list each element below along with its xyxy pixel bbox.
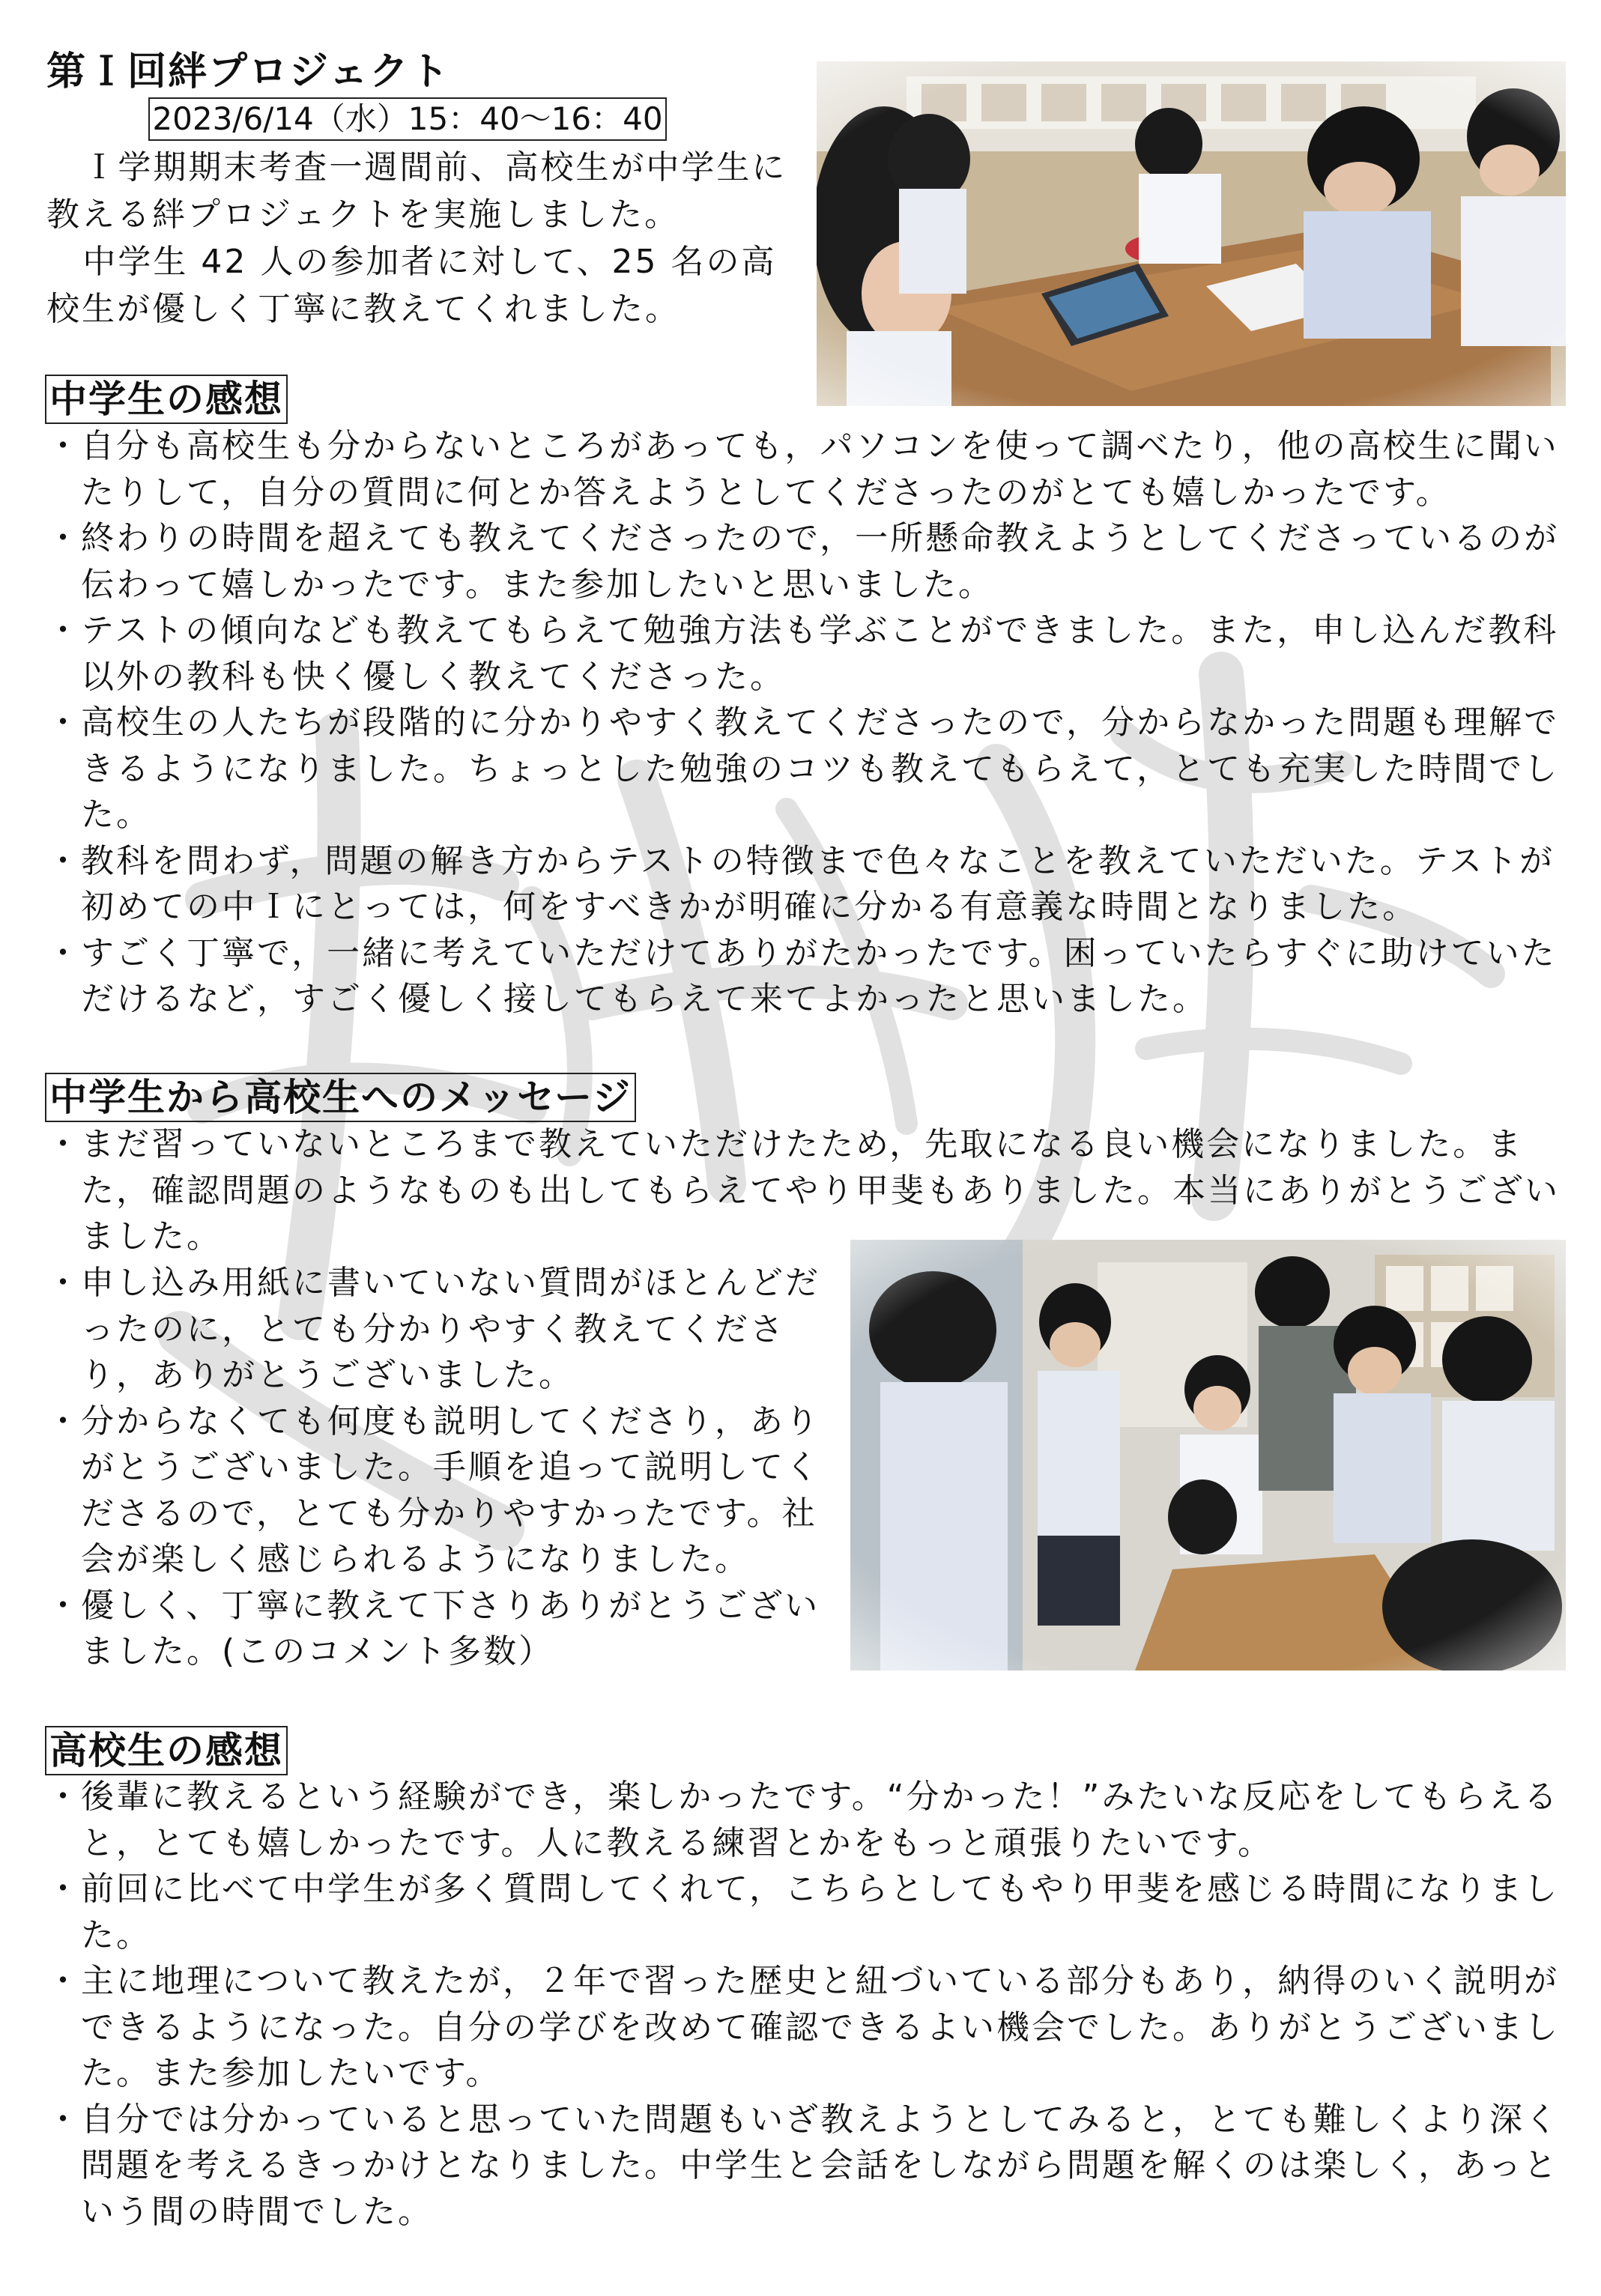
- bullet-mark: ・: [46, 1586, 82, 1625]
- event-date: 2023/6/14（水）15：40～16：40: [148, 97, 667, 141]
- intro-paragraph: 中学生 42 人の参加者に対して、25 名の高校生が優しく丁寧に教えてくれました。: [46, 243, 777, 328]
- bullet-mark: ・: [46, 933, 82, 972]
- page-title: 第Ｉ回絆プロジェクト: [46, 49, 450, 94]
- section-heading-junior-impressions: 中学生の感想: [45, 375, 288, 424]
- senior-impressions-list: [46, 1774, 1560, 2235]
- list-item: ・ 分からなくても何度も説明してくださり，ありがとうございました。手順を追って説明してくださるので，とても分かりやすかったです。社会が楽しく感じられるようになりました。: [46, 1399, 826, 1583]
- list-item: ・ まだ習っていないところまで教えていただけたため，先取になる良い機会になりました。また，確認問題のようなものも出してもらえてやり甲斐もありました。本当にありがとうございました。: [46, 1121, 1560, 1260]
- bullet-mark: ・: [46, 1962, 82, 2000]
- intro-text: [46, 144, 803, 333]
- list-item: ・ 自分も高校生も分からないところがあっても，パソコンを使って調べたり，他の高校生に聞いたりして，自分の質問に何とか答えようとしてくださったのがとても嬉しかったです。: [46, 423, 1560, 515]
- group-discussion-photo: [850, 1240, 1566, 1670]
- messages-list-wide: [46, 1121, 1560, 1260]
- bullet-mark: ・: [46, 1778, 82, 1816]
- section-heading-senior-impressions: 高校生の感想: [45, 1726, 288, 1775]
- list-item: ・ 教科を問わず，問題の解き方からテストの特徴まで色々なことを教えていただいた。テストが初めての中Ｉにとっては，何をすべきかが明確に分かる有意義な時間となりました。: [46, 838, 1560, 930]
- intro-paragraph: Ｉ学期期末考査一週間前、高校生が中学生に教える絆プロジェクトを実施しました。: [46, 148, 787, 234]
- list-item: ・ テストの傾向なども教えてもらえて勉強方法も学ぶことができました。また，申し込んだ教科以外の教科も快く優しく教えてくださった。: [46, 608, 1560, 700]
- classroom-study-photo: [817, 61, 1566, 406]
- section-heading-messages: 中学生から高校生へのメッセージ: [45, 1073, 636, 1122]
- bullet-mark: ・: [46, 841, 82, 880]
- messages-list-narrow: [46, 1260, 826, 1675]
- bullet-mark: ・: [46, 611, 82, 649]
- list-item: ・ 優しく、丁寧に教えて下さりありがとうございました。(このコメント多数）: [46, 1583, 826, 1675]
- list-item: ・ 申し込み用紙に書いていない質問がほとんどだったのに，とても分かりやすく教えてくださり，ありがとうございました。: [46, 1260, 826, 1399]
- bullet-mark: ・: [46, 1402, 82, 1441]
- bullet-mark: ・: [46, 1870, 82, 1908]
- list-item: ・ 前回に比べて中学生が多く質問してくれて，こちらとしてもやり甲斐を感じる時間になりました。: [46, 1866, 1560, 1958]
- list-item: ・ 自分では分かっていると思っていた問題もいざ教えようとしてみると，とても難しくより深く問題を考えるきっかけとなりました。中学生と会話をしながら問題を解くのは楽しく，あっという間の時間でした。: [46, 2097, 1560, 2235]
- bullet-mark: ・: [46, 519, 82, 557]
- list-item: ・ 高校生の人たちが段階的に分かりやすく教えてくださったので，分からなかった問題も理解できるようになりました。ちょっとした勉強のコツも教えてもらえて，とても充実した時間でした。: [46, 700, 1560, 838]
- bullet-mark: ・: [46, 2100, 82, 2139]
- junior-impressions-list: [46, 423, 1560, 1023]
- list-item: ・ 主に地理について教えたが，２年で習った歴史と紐づいている部分もあり，納得のいく説明ができるようになった。自分の学びを改めて確認できるよい機会でした。ありがとうございました。また参加したいです。: [46, 1958, 1560, 2097]
- list-item: ・ 終わりの時間を超えても教えてくださったので，一所懸命教えようとしてくださっているのが伝わって嬉しかったです。また参加したいと思いました。: [46, 515, 1560, 608]
- list-item: ・ すごく丁寧で，一緒に考えていただけてありがたかったです。困っていたらすぐに助けていただけるなど，すごく優しく接してもらえて来てよかったと思いました。: [46, 930, 1560, 1023]
- bullet-mark: ・: [46, 1125, 82, 1163]
- bullet-mark: ・: [46, 427, 82, 465]
- bullet-mark: ・: [46, 703, 82, 742]
- list-item: ・ 後輩に教えるという経験ができ，楽しかったです。“分かった！”みたいな反応をしてもらえると，とても嬉しかったです。人に教える練習とかをもっと頑張りたいです。: [46, 1774, 1560, 1866]
- bullet-mark: ・: [46, 1264, 82, 1302]
